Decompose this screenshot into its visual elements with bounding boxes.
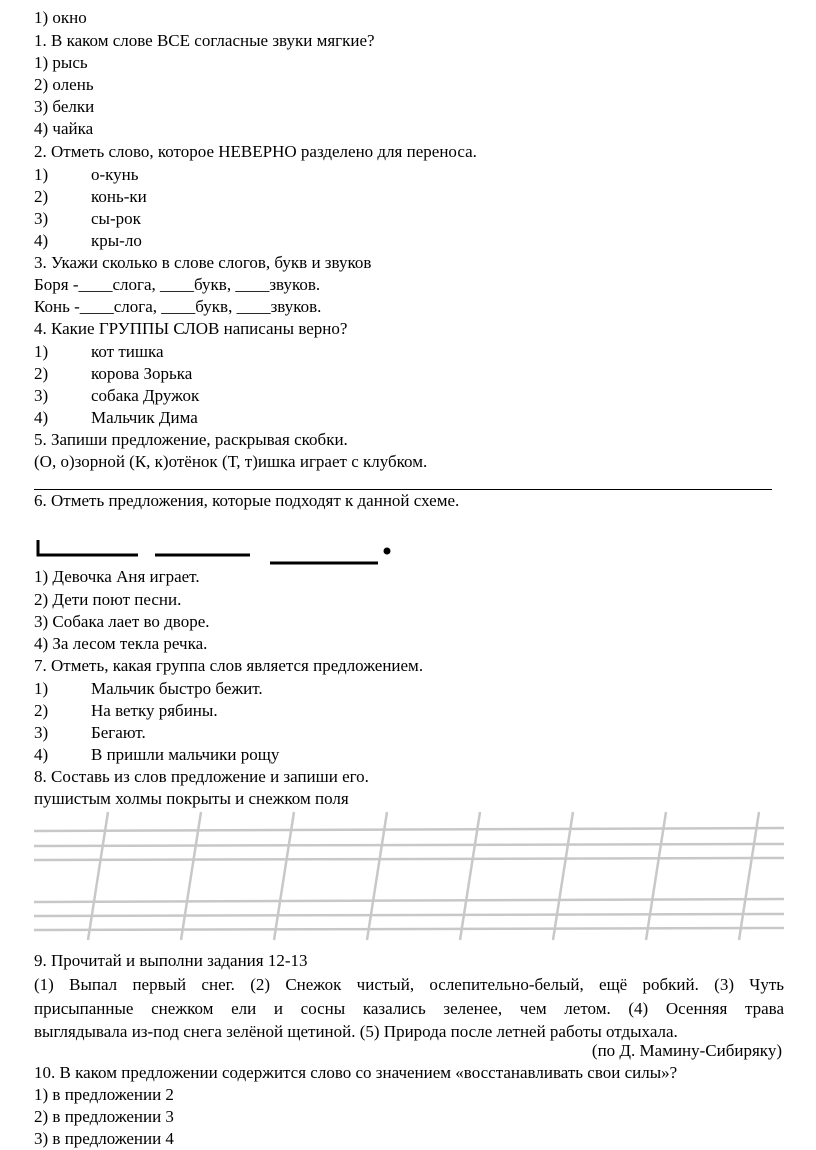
option-number: 1) <box>34 342 49 361</box>
q3-line: Конь -____слога, ____букв, ____звуков. <box>34 297 322 316</box>
option-text: конь-ки <box>91 187 147 206</box>
q1-option: 3) белки <box>34 97 95 116</box>
q1-option: 2) олень <box>34 75 94 94</box>
option-number: 2) <box>34 187 49 206</box>
option-number: 1) <box>34 165 49 184</box>
option-number: 2) <box>34 364 49 383</box>
option-text: собака Дружок <box>91 386 200 405</box>
option-number: 4) <box>34 745 49 764</box>
q10-option: 3) в предложении 4 <box>34 1129 174 1148</box>
q2-title: 2. Отметь слово, которое НЕВЕРНО разделено для переноса. <box>34 142 477 161</box>
option-number: 4) <box>34 231 49 250</box>
option-text: сы-рок <box>91 209 141 228</box>
option-text: Бегают. <box>91 723 146 742</box>
option-text: о-кунь <box>91 165 139 184</box>
option-text: кот тишка <box>91 342 164 361</box>
q3-title: 3. Укажи сколько в слове слогов, букв и звуков <box>34 253 372 272</box>
q1-title: 1. В каком слове ВСЕ согласные звуки мягкие? <box>34 31 375 50</box>
q10-option: 2) в предложении 3 <box>34 1107 174 1126</box>
q5-title: 5. Запиши предложение, раскрывая скобки. <box>34 430 348 449</box>
q6-option: 2) Дети поют песни. <box>34 590 182 609</box>
option-number: 3) <box>34 386 49 405</box>
q1-option: 4) чайка <box>34 119 94 138</box>
q6-option: 1) Девочка Аня играет. <box>34 567 200 586</box>
q1-option: 1) рысь <box>34 53 88 72</box>
header-item: 1) окно <box>34 8 87 27</box>
q8-words: пушистым холмы покрыты и снежком поля <box>34 789 349 808</box>
q5-text: (О, о)зорной (К, к)отёнок (Т, т)ишка играет с клубком. <box>34 452 428 471</box>
q9-source: (по Д. Мамину-Сибиряку) <box>591 1041 782 1060</box>
q10-option: 1) в предложении 2 <box>34 1085 174 1104</box>
q10-title: 10. В каком предложении содержится слово со значением «восстанавливать свои силы»? <box>34 1063 678 1082</box>
option-text: корова Зорька <box>91 364 193 383</box>
q8-title: 8. Составь из слов предложение и запиши его. <box>34 767 369 786</box>
q3-line: Боря -____слога, ____букв, ____звуков. <box>34 275 321 294</box>
q9-text-line: присыпанные снежком ели и сосны казались зеленее, чем летом. (4) Осенняя трава <box>34 998 784 1018</box>
q6-option: 4) За лесом текла речка. <box>34 634 208 653</box>
option-number: 4) <box>34 408 49 427</box>
q9-text <box>34 973 784 1044</box>
option-text: На ветку рябины. <box>91 701 218 720</box>
q9-text-line: выглядывала из-под снега зелёной щетиной. (5) Природа после летней работы отдыхала. <box>34 1022 678 1041</box>
option-number: 3) <box>34 209 49 228</box>
option-text: кры-ло <box>91 231 142 250</box>
option-number: 1) <box>34 679 49 698</box>
q6-option: 3) Собака лает во дворе. <box>34 612 210 631</box>
option-text: Мальчик Дима <box>91 408 198 427</box>
q9-text-line: (1) Выпал первый снег. (2) Снежок чистый, ослепительно-белый, ещё робкий. (3) Чуть <box>34 975 784 994</box>
option-text: Мальчик быстро бежит. <box>91 679 263 698</box>
q6-title: 6. Отметь предложения, которые подходят к данной схеме. <box>34 491 460 510</box>
option-number: 2) <box>34 701 49 720</box>
option-text: В пришли мальчики рощу <box>91 745 280 764</box>
q7-title: 7. Отметь, какая группа слов является предложением. <box>34 656 424 675</box>
option-number: 3) <box>34 723 49 742</box>
q9-title: 9. Прочитай и выполни задания 12-13 <box>34 951 308 970</box>
q4-title: 4. Какие ГРУППЫ СЛОВ написаны верно? <box>34 319 348 338</box>
